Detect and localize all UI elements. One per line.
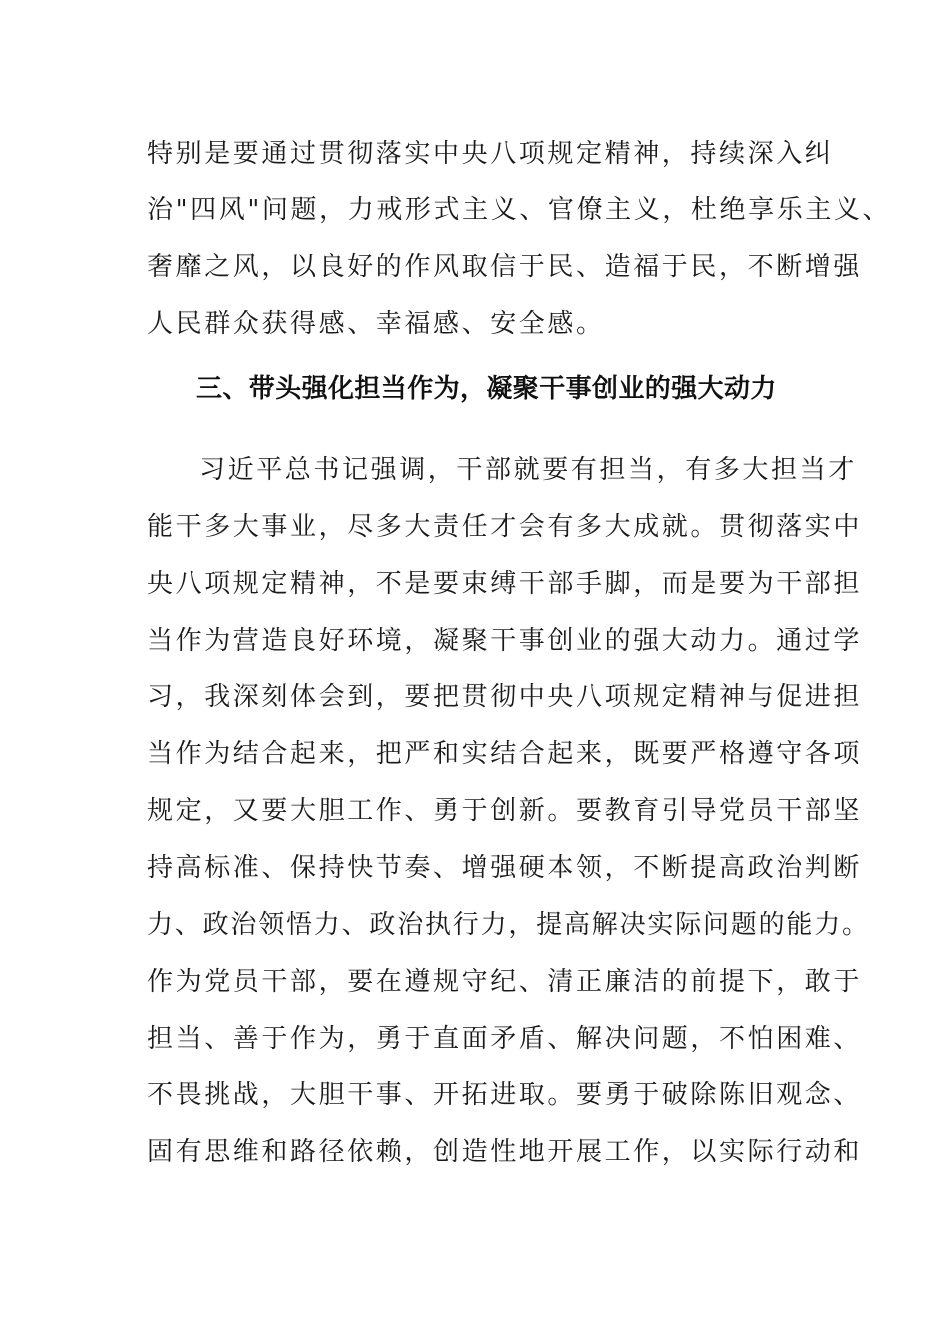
paragraph-line: 当作为结合起来，把严和实结合起来，既要严格遵守各项 [147, 739, 863, 769]
paragraph-line: 不畏挑战，大胆干事、开拓进取。要勇于破除陈旧观念、 [147, 1080, 863, 1110]
paragraph-line: 力、政治领悟力、政治执行力，提高解决实际问题的能力。 [147, 910, 870, 940]
paragraph-line: 奢靡之风，以良好的作风取信于民、造福于民，不断增强 [147, 252, 863, 282]
paragraph-line: 治"四风"问题，力戒形式主义、官僚主义，杜绝享乐主义、 [147, 195, 892, 225]
paragraph-line: 规定，又要大胆工作、勇于创新。要教育引导党员干部坚 [147, 796, 863, 826]
paragraph-line: 特别是要通过贯彻落实中央八项规定精神，持续深入纠 [147, 139, 834, 169]
paragraph-line: 当作为营造良好环境，凝聚干事创业的强大动力。通过学 [147, 626, 863, 656]
section-heading: 三、带头强化担当作为，凝聚干事创业的强大动力 [196, 374, 777, 404]
paragraph-line: 人民群众获得感、幸福感、安全感。 [147, 309, 605, 339]
paragraph-line: 担当、善于作为，勇于直面矛盾、解决问题，不怕困难、 [147, 1024, 863, 1054]
paragraph-line: 能干多大事业，尽多大责任才会有多大成就。贯彻落实中 [147, 512, 863, 542]
paragraph-line: 作为党员干部，要在遵规守纪、清正廉洁的前提下，敢于 [147, 967, 863, 997]
paragraph-line: 习近平总书记强调，干部就要有担当，有多大担当才 [199, 455, 857, 485]
paragraph-line: 央八项规定精神，不是要束缚干部手脚，而是要为干部担 [147, 569, 863, 599]
paragraph-line: 持高标准、保持快节奏、增强硬本领，不断提高政治判断 [147, 853, 863, 883]
paragraph-line: 固有思维和路径依赖，创造性地开展工作，以实际行动和 [147, 1137, 863, 1167]
paragraph-line: 习，我深刻体会到，要把贯彻中央八项规定精神与促进担 [147, 682, 863, 712]
